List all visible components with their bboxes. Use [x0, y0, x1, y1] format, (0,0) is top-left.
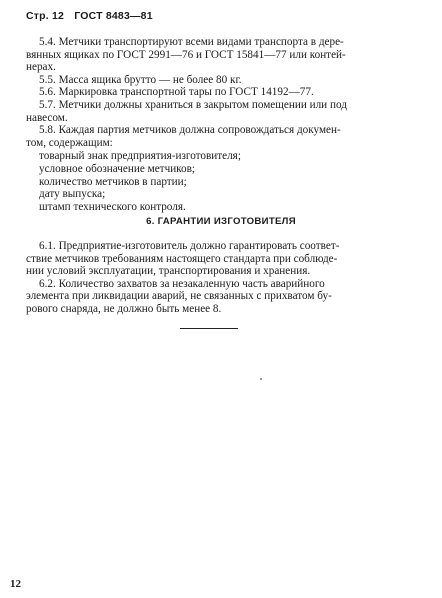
list-item: количество метчиков в партии; [39, 175, 187, 188]
text-line: 5.4. Метчики транспортируют всеми видами транспорта в дере- [39, 36, 344, 48]
text-line: нерах. [26, 61, 56, 74]
text-line: том, содержащим: [26, 136, 113, 149]
page-number: 12 [10, 578, 21, 590]
text-line: рового снаряда, не должно быть менее 8. [26, 302, 222, 315]
text-line: нии условий эксплуатации, транспортирования и хранения. [26, 265, 311, 278]
text-line: 6.2. Количество захватов за незакаленную часть аварийного [39, 277, 325, 290]
text-line: навесом. [26, 111, 68, 124]
section-5-text [26, 36, 418, 213]
list-item: условное обозначение метчиков; [39, 162, 196, 175]
text-line: 5.6. Маркировка транспортной тары по ГОСТ 14192—77. [39, 86, 314, 99]
paragraph-5-4 [26, 36, 418, 74]
paragraph-5-5 [26, 74, 418, 87]
paragraph-5-6 [26, 86, 418, 99]
text-line: 5.5. Масса ящика брутто — не более 80 кг. [39, 73, 242, 86]
section-6-title: 6. ГАРАНТИИ ИЗГОТОВИТЕЛЯ [146, 216, 296, 227]
text-line: 6.1. Предприятие-изготовитель должно гарантировать соответ- [39, 240, 340, 252]
list-item: штамп технического контроля. [39, 200, 186, 213]
text-line: элемента при ликвидации аварий, не связанных с прихватом бу- [26, 290, 332, 303]
paragraph-6-2 [26, 278, 418, 316]
section-6-text [26, 240, 418, 316]
text-line: 5.8. Каждая партия метчиков должна сопровождаться докумен- [39, 124, 341, 137]
end-rule [180, 328, 238, 329]
page-header [26, 10, 160, 22]
text-line: ствие метчиков требованиям настоящего стандарта при соблюде- [26, 252, 338, 265]
contents-list [26, 150, 418, 213]
list-item: дату выпуска; [39, 188, 106, 201]
text-line: 5.7. Метчики должны храниться в закрытом помещении или под [39, 98, 347, 111]
text-line: вянных ящиках по ГОСТ 2991—76 и ГОСТ 15841—77 или контей- [26, 48, 346, 61]
paragraph-5-8 [26, 124, 418, 149]
list-item: товарный знак предприятия-изготовителя; [39, 150, 241, 163]
header-page-label: Стр. 12 [26, 10, 65, 22]
header-standard: ГОСТ 8483—81 [74, 10, 153, 22]
paragraph-5-7 [26, 99, 418, 124]
paragraph-6-1 [26, 240, 418, 278]
scan-speck [260, 378, 262, 380]
